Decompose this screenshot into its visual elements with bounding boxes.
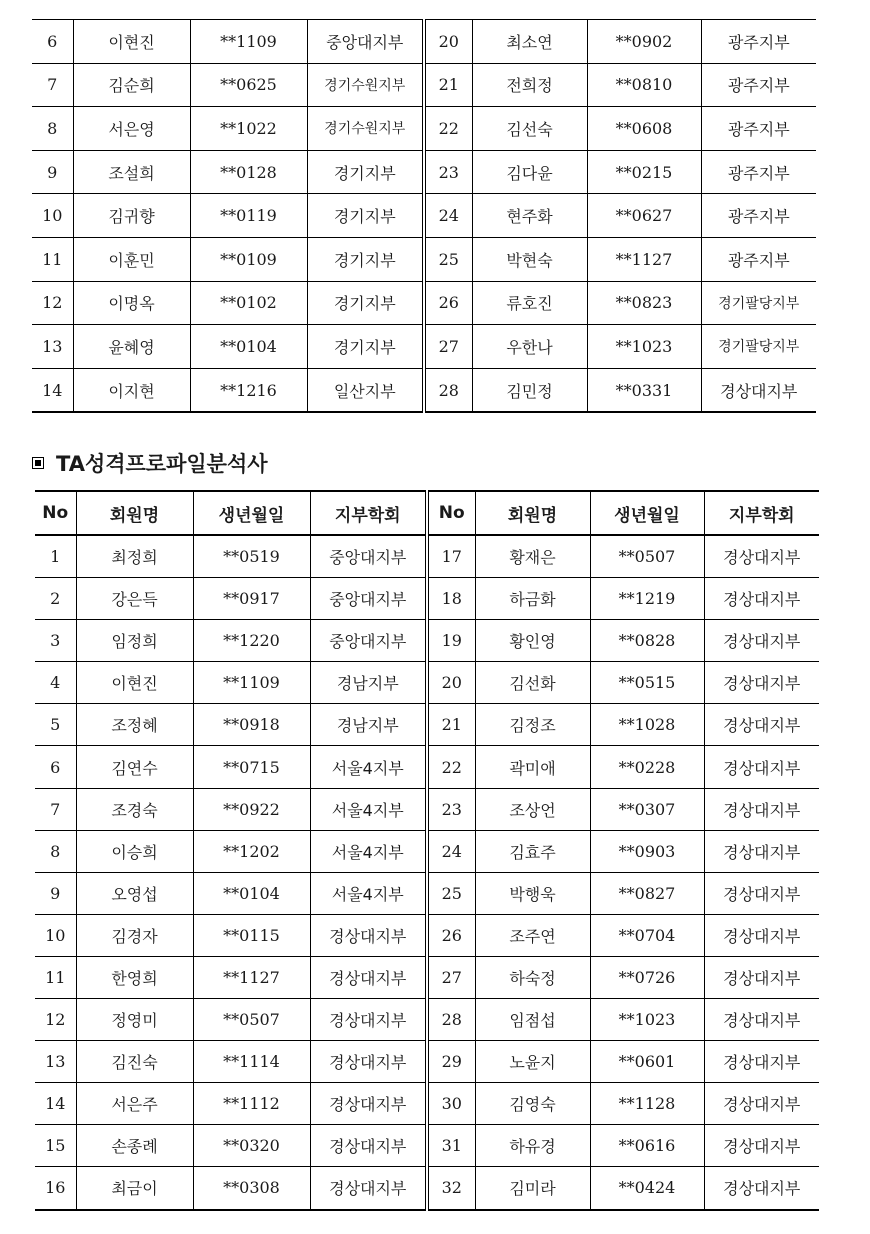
cell-birthdate: **0424 xyxy=(590,1167,704,1210)
table-row xyxy=(35,1125,819,1167)
cell-birthdate: **1127 xyxy=(193,956,310,998)
cell-branch: 경남지부 xyxy=(310,704,427,746)
cell-member-name: 현주화 xyxy=(472,194,587,238)
cell-no: 28 xyxy=(427,999,475,1041)
cell-branch: 경상대지부 xyxy=(310,1041,427,1083)
cell-member-name: 이승희 xyxy=(76,830,193,872)
cell-member-name: 최정희 xyxy=(76,535,193,578)
cell-member-name: 이훈민 xyxy=(73,237,190,281)
cell-no: 7 xyxy=(35,788,76,830)
cell-branch: 경상대지부 xyxy=(704,1167,819,1210)
cell-birthdate: **0308 xyxy=(193,1167,310,1210)
cell-no: 13 xyxy=(35,1041,76,1083)
cell-member-name: 박현숙 xyxy=(472,237,587,281)
cell-member-name: 하숙정 xyxy=(475,956,590,998)
cell-birthdate: **1219 xyxy=(590,578,704,620)
section-title xyxy=(32,448,268,478)
cell-member-name: 이지현 xyxy=(73,368,190,412)
cell-birthdate: **0827 xyxy=(590,872,704,914)
cell-branch: 경상대지부 xyxy=(310,914,427,956)
table-row xyxy=(32,63,816,107)
cell-branch: 중앙대지부 xyxy=(310,578,427,620)
section-title-text: TA성격프로파일분석사 xyxy=(56,452,268,476)
cell-no: 20 xyxy=(427,662,475,704)
cell-birthdate: **0228 xyxy=(590,746,704,788)
cell-branch: 서울4지부 xyxy=(310,788,427,830)
cell-branch: 경기지부 xyxy=(307,150,424,194)
cell-no: 22 xyxy=(424,107,472,151)
cell-member-name: 김미라 xyxy=(475,1167,590,1210)
cell-no: 20 xyxy=(424,20,472,64)
cell-birthdate: **0115 xyxy=(193,914,310,956)
cell-birthdate: **0608 xyxy=(587,107,701,151)
header-branch: 지부학회 xyxy=(310,491,427,535)
cell-branch: 경상대지부 xyxy=(704,830,819,872)
cell-branch: 경남지부 xyxy=(310,662,427,704)
cell-birthdate: **1112 xyxy=(193,1083,310,1125)
cell-birthdate: **0215 xyxy=(587,150,701,194)
cell-branch: 경상대지부 xyxy=(704,578,819,620)
table-row xyxy=(35,1083,819,1125)
table-row xyxy=(35,1041,819,1083)
cell-member-name: 김선숙 xyxy=(472,107,587,151)
cell-no: 29 xyxy=(427,1041,475,1083)
cell-branch: 경상대지부 xyxy=(704,746,819,788)
cell-no: 25 xyxy=(427,872,475,914)
cell-birthdate: **0102 xyxy=(190,281,307,325)
cell-no: 32 xyxy=(427,1167,475,1210)
header-birthdate: 생년월일 xyxy=(193,491,310,535)
cell-member-name: 이명옥 xyxy=(73,281,190,325)
cell-birthdate: **0519 xyxy=(193,535,310,578)
cell-no: 14 xyxy=(35,1083,76,1125)
cell-member-name: 곽미애 xyxy=(475,746,590,788)
table-row xyxy=(35,872,819,914)
cell-no: 25 xyxy=(424,237,472,281)
cell-member-name: 하금화 xyxy=(475,578,590,620)
cell-birthdate: **0627 xyxy=(587,194,701,238)
table-row xyxy=(35,830,819,872)
cell-member-name: 노윤지 xyxy=(475,1041,590,1083)
cell-birthdate: **0104 xyxy=(190,325,307,369)
cell-member-name: 황재은 xyxy=(475,535,590,578)
table-row xyxy=(32,150,816,194)
table-row xyxy=(32,325,816,369)
cell-member-name: 우한나 xyxy=(472,325,587,369)
cell-branch: 경기팔당지부 xyxy=(701,325,816,369)
cell-branch: 중앙대지부 xyxy=(310,620,427,662)
cell-birthdate: **0119 xyxy=(190,194,307,238)
cell-branch: 경기지부 xyxy=(307,237,424,281)
cell-branch: 경기수원지부 xyxy=(307,107,424,151)
cell-no: 24 xyxy=(427,830,475,872)
cell-no: 11 xyxy=(32,237,73,281)
cell-member-name: 최금이 xyxy=(76,1167,193,1210)
header-no: No xyxy=(427,491,475,535)
cell-member-name: 서은영 xyxy=(73,107,190,151)
cell-birthdate: **0507 xyxy=(193,999,310,1041)
cell-no: 8 xyxy=(32,107,73,151)
cell-member-name: 이현진 xyxy=(73,20,190,64)
cell-branch: 경기수원지부 xyxy=(307,63,424,107)
cell-no: 11 xyxy=(35,956,76,998)
cell-member-name: 김영숙 xyxy=(475,1083,590,1125)
cell-birthdate: **1109 xyxy=(190,20,307,64)
table-row xyxy=(35,535,819,578)
cell-branch: 경상대지부 xyxy=(310,1125,427,1167)
table-row xyxy=(35,620,819,662)
cell-birthdate: **0507 xyxy=(590,535,704,578)
ta-profile-analyst-table xyxy=(35,490,819,1211)
cell-no: 10 xyxy=(32,194,73,238)
cell-birthdate: **0922 xyxy=(193,788,310,830)
cell-branch: 경상대지부 xyxy=(704,1041,819,1083)
cell-member-name: 김선화 xyxy=(475,662,590,704)
cell-no: 4 xyxy=(35,662,76,704)
cell-branch: 경상대지부 xyxy=(704,1125,819,1167)
cell-birthdate: **0616 xyxy=(590,1125,704,1167)
header-name: 회원명 xyxy=(76,491,193,535)
cell-birthdate: **1114 xyxy=(193,1041,310,1083)
cell-birthdate: **0515 xyxy=(590,662,704,704)
cell-branch: 경상대지부 xyxy=(310,999,427,1041)
cell-member-name: 이현진 xyxy=(76,662,193,704)
cell-no: 9 xyxy=(35,872,76,914)
cell-birthdate: **0128 xyxy=(190,150,307,194)
cell-branch: 경상대지부 xyxy=(704,620,819,662)
cell-member-name: 임점섭 xyxy=(475,999,590,1041)
cell-member-name: 임정희 xyxy=(76,620,193,662)
cell-branch: 광주지부 xyxy=(701,63,816,107)
cell-branch: 경기지부 xyxy=(307,194,424,238)
cell-birthdate: **1220 xyxy=(193,620,310,662)
cell-branch: 경상대지부 xyxy=(704,872,819,914)
header-branch: 지부학회 xyxy=(704,491,819,535)
cell-no: 26 xyxy=(427,914,475,956)
cell-no: 2 xyxy=(35,578,76,620)
cell-member-name: 김효주 xyxy=(475,830,590,872)
cell-branch: 경상대지부 xyxy=(704,704,819,746)
cell-member-name: 김순희 xyxy=(73,63,190,107)
cell-birthdate: **1109 xyxy=(193,662,310,704)
cell-birthdate: **1023 xyxy=(587,325,701,369)
cell-member-name: 김연수 xyxy=(76,746,193,788)
cell-no: 24 xyxy=(424,194,472,238)
cell-member-name: 김정조 xyxy=(475,704,590,746)
cell-birthdate: **1022 xyxy=(190,107,307,151)
cell-branch: 서울4지부 xyxy=(310,746,427,788)
cell-branch: 경상대지부 xyxy=(704,1083,819,1125)
cell-no: 23 xyxy=(427,788,475,830)
header-name: 회원명 xyxy=(475,491,590,535)
table-row xyxy=(35,1167,819,1210)
cell-no: 12 xyxy=(32,281,73,325)
cell-no: 16 xyxy=(35,1167,76,1210)
cell-birthdate: **1216 xyxy=(190,368,307,412)
cell-no: 6 xyxy=(32,20,73,64)
cell-no: 19 xyxy=(427,620,475,662)
cell-no: 27 xyxy=(424,325,472,369)
cell-member-name: 하유경 xyxy=(475,1125,590,1167)
table-row xyxy=(35,578,819,620)
member-table-continued xyxy=(32,19,816,413)
cell-member-name: 황인영 xyxy=(475,620,590,662)
cell-branch: 경상대지부 xyxy=(704,662,819,704)
cell-birthdate: **1127 xyxy=(587,237,701,281)
table-row xyxy=(32,237,816,281)
cell-member-name: 윤혜영 xyxy=(73,325,190,369)
cell-branch: 경기지부 xyxy=(307,281,424,325)
cell-birthdate: **0902 xyxy=(587,20,701,64)
cell-member-name: 조주연 xyxy=(475,914,590,956)
table-row xyxy=(35,914,819,956)
cell-birthdate: **0918 xyxy=(193,704,310,746)
cell-no: 10 xyxy=(35,914,76,956)
cell-branch: 경상대지부 xyxy=(704,914,819,956)
cell-birthdate: **0307 xyxy=(590,788,704,830)
cell-birthdate: **1202 xyxy=(193,830,310,872)
cell-member-name: 한영희 xyxy=(76,956,193,998)
cell-no: 6 xyxy=(35,746,76,788)
cell-no: 18 xyxy=(427,578,475,620)
table-row xyxy=(35,704,819,746)
cell-birthdate: **0823 xyxy=(587,281,701,325)
cell-birthdate: **0109 xyxy=(190,237,307,281)
cell-birthdate: **0331 xyxy=(587,368,701,412)
cell-no: 21 xyxy=(427,704,475,746)
cell-member-name: 정영미 xyxy=(76,999,193,1041)
cell-no: 9 xyxy=(32,150,73,194)
cell-member-name: 손종례 xyxy=(76,1125,193,1167)
cell-birthdate: **0704 xyxy=(590,914,704,956)
table-row xyxy=(32,194,816,238)
cell-birthdate: **0828 xyxy=(590,620,704,662)
cell-branch: 광주지부 xyxy=(701,237,816,281)
cell-member-name: 조설희 xyxy=(73,150,190,194)
table-header-row xyxy=(35,491,819,535)
cell-no: 26 xyxy=(424,281,472,325)
cell-no: 22 xyxy=(427,746,475,788)
cell-no: 3 xyxy=(35,620,76,662)
cell-member-name: 류호진 xyxy=(472,281,587,325)
cell-branch: 중앙대지부 xyxy=(307,20,424,64)
cell-member-name: 전희정 xyxy=(472,63,587,107)
table-row xyxy=(32,20,816,64)
cell-branch: 광주지부 xyxy=(701,194,816,238)
cell-no: 21 xyxy=(424,63,472,107)
filled-square-icon xyxy=(32,457,44,469)
cell-member-name: 최소연 xyxy=(472,20,587,64)
cell-branch: 일산지부 xyxy=(307,368,424,412)
cell-member-name: 조정혜 xyxy=(76,704,193,746)
cell-branch: 광주지부 xyxy=(701,20,816,64)
cell-birthdate: **0320 xyxy=(193,1125,310,1167)
cell-branch: 경상대지부 xyxy=(701,368,816,412)
cell-birthdate: **1128 xyxy=(590,1083,704,1125)
cell-birthdate: **0625 xyxy=(190,63,307,107)
cell-no: 8 xyxy=(35,830,76,872)
cell-member-name: 박행욱 xyxy=(475,872,590,914)
cell-no: 30 xyxy=(427,1083,475,1125)
table-row xyxy=(32,368,816,412)
cell-branch: 서울4지부 xyxy=(310,830,427,872)
cell-birthdate: **0715 xyxy=(193,746,310,788)
table-row xyxy=(35,662,819,704)
cell-birthdate: **0903 xyxy=(590,830,704,872)
cell-birthdate: **1023 xyxy=(590,999,704,1041)
cell-no: 1 xyxy=(35,535,76,578)
cell-no: 14 xyxy=(32,368,73,412)
cell-branch: 경상대지부 xyxy=(310,956,427,998)
cell-branch: 경상대지부 xyxy=(704,788,819,830)
cell-birthdate: **0104 xyxy=(193,872,310,914)
cell-branch: 경상대지부 xyxy=(704,956,819,998)
table-row xyxy=(35,999,819,1041)
table-row xyxy=(32,281,816,325)
cell-member-name: 강은득 xyxy=(76,578,193,620)
header-no: No xyxy=(35,491,76,535)
table-row xyxy=(35,788,819,830)
cell-member-name: 조경숙 xyxy=(76,788,193,830)
cell-member-name: 서은주 xyxy=(76,1083,193,1125)
cell-no: 5 xyxy=(35,704,76,746)
cell-birthdate: **0601 xyxy=(590,1041,704,1083)
cell-branch: 경기지부 xyxy=(307,325,424,369)
cell-branch: 경상대지부 xyxy=(704,999,819,1041)
cell-no: 13 xyxy=(32,325,73,369)
cell-member-name: 김귀향 xyxy=(73,194,190,238)
cell-birthdate: **0726 xyxy=(590,956,704,998)
cell-member-name: 오영섭 xyxy=(76,872,193,914)
cell-no: 12 xyxy=(35,999,76,1041)
header-birthdate: 생년월일 xyxy=(590,491,704,535)
cell-branch: 경상대지부 xyxy=(310,1167,427,1210)
cell-birthdate: **1028 xyxy=(590,704,704,746)
cell-member-name: 김민정 xyxy=(472,368,587,412)
cell-branch: 광주지부 xyxy=(701,107,816,151)
cell-member-name: 김진숙 xyxy=(76,1041,193,1083)
cell-member-name: 김다윤 xyxy=(472,150,587,194)
cell-branch: 경기팔당지부 xyxy=(701,281,816,325)
table-row xyxy=(35,746,819,788)
cell-branch: 서울4지부 xyxy=(310,872,427,914)
cell-no: 15 xyxy=(35,1125,76,1167)
cell-no: 28 xyxy=(424,368,472,412)
cell-no: 23 xyxy=(424,150,472,194)
cell-birthdate: **0810 xyxy=(587,63,701,107)
cell-branch: 경상대지부 xyxy=(704,535,819,578)
table-row xyxy=(35,956,819,998)
cell-member-name: 김경자 xyxy=(76,914,193,956)
cell-no: 7 xyxy=(32,63,73,107)
cell-member-name: 조상언 xyxy=(475,788,590,830)
cell-branch: 광주지부 xyxy=(701,150,816,194)
cell-no: 17 xyxy=(427,535,475,578)
cell-branch: 경상대지부 xyxy=(310,1083,427,1125)
cell-birthdate: **0917 xyxy=(193,578,310,620)
cell-no: 31 xyxy=(427,1125,475,1167)
cell-no: 27 xyxy=(427,956,475,998)
cell-branch: 중앙대지부 xyxy=(310,535,427,578)
table-row xyxy=(32,107,816,151)
